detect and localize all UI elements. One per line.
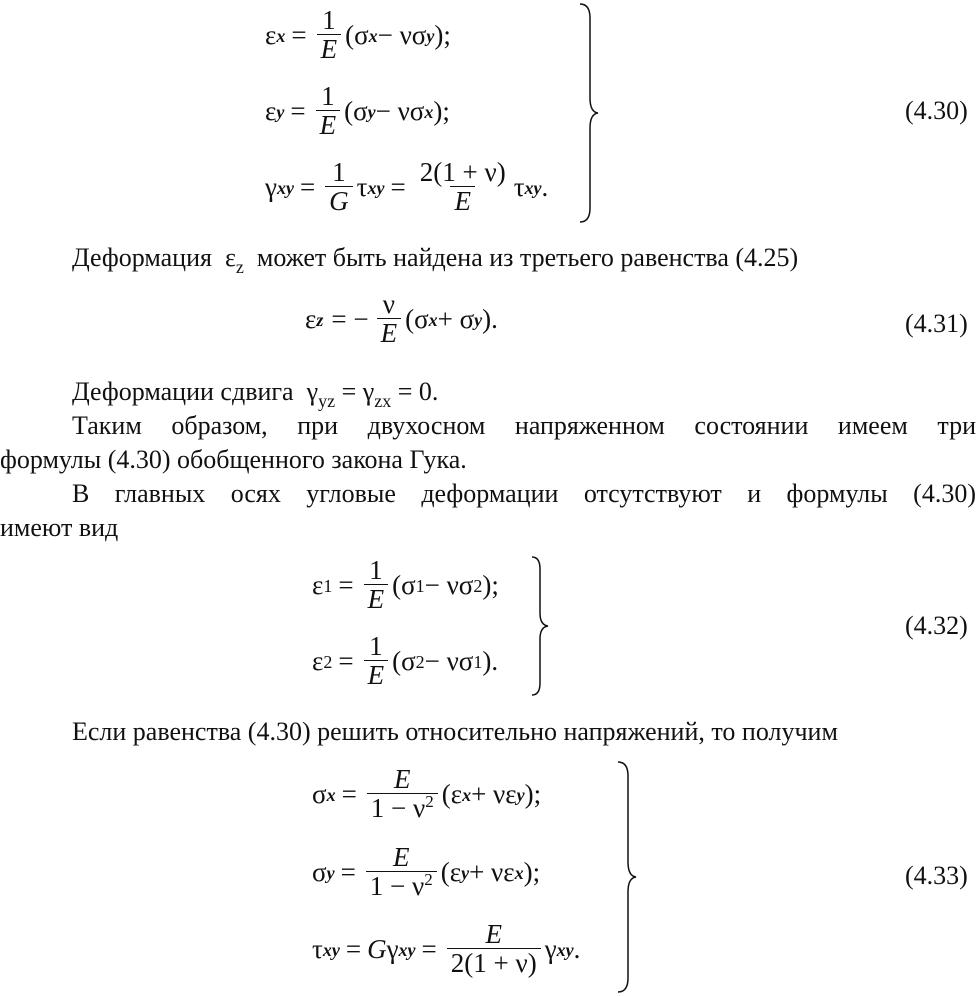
eq432-number: (4.32) — [905, 611, 968, 640]
eq433-line2: σ y = $\frac{E}{1 - \nu^2}$ (ε y + νε x ); — [312, 842, 541, 902]
eq430-line2: ε y = $\frac{1}{E}$ (σ y − νσ x ); — [265, 81, 450, 141]
eq432-line2: ε 2 = $\frac{1}{E}$ (σ 2 − νσ 1 ). — [312, 631, 499, 691]
paragraph-deformation-ez: Деформация $\varepsilon_z$ может быть найдена из третьего равенства (4.25) — [72, 243, 799, 277]
eq433-line3: τ xy = G γ xy = $\frac{E}{2(1 + \nu)}$ γ xy . — [312, 919, 581, 979]
eq430-right-brace — [578, 2, 602, 224]
eq433-line1: σ x = $\frac{E}{1 - \nu^2}$ (ε x + νε y ); — [312, 764, 542, 824]
eq433-right-brace — [616, 760, 640, 994]
eq432-right-brace — [530, 555, 552, 698]
paragraph-solve-stresses: Если равенства (4.30) решить относительно напряжений, то получим — [72, 717, 838, 746]
eq431: ε z = − $\frac{\nu}{E}$ (σ x + σ y ). — [305, 289, 498, 349]
paragraph-biaxial-line2: формулы (4.30) обобщенного закона Гука. — [0, 445, 467, 474]
eq430-number: (4.30) — [905, 96, 968, 125]
paragraph-principal-axes-line2: имеют вид — [0, 513, 119, 542]
paragraph-shear-deformation: Деформации сдвига $\gamma_{yz} = \gamma_{zx} = 0$. — [72, 377, 439, 411]
eq430-line1: ε x = $\frac{1}{E}$ (σ x − νσ y ); — [265, 5, 451, 65]
eq432-line1: ε 1 = $\frac{1}{E}$ (σ 1 − νσ 2 ); — [312, 555, 499, 615]
paragraph-principal-axes-line1: В главных осях угловые деформации отсутствуют и формулы (4.30) — [72, 479, 976, 508]
eq431-number: (4.31) — [905, 309, 968, 338]
eq430-line3: γ xy = $\frac{1}{G}$ τ xy = $\frac{2(1 + \nu)}{E}$ τ xy . — [265, 157, 549, 217]
eq433-number: (4.33) — [905, 861, 968, 890]
paragraph-biaxial-line1: Таким образом, при двухосном напряженном состоянии имеем три — [72, 411, 976, 440]
